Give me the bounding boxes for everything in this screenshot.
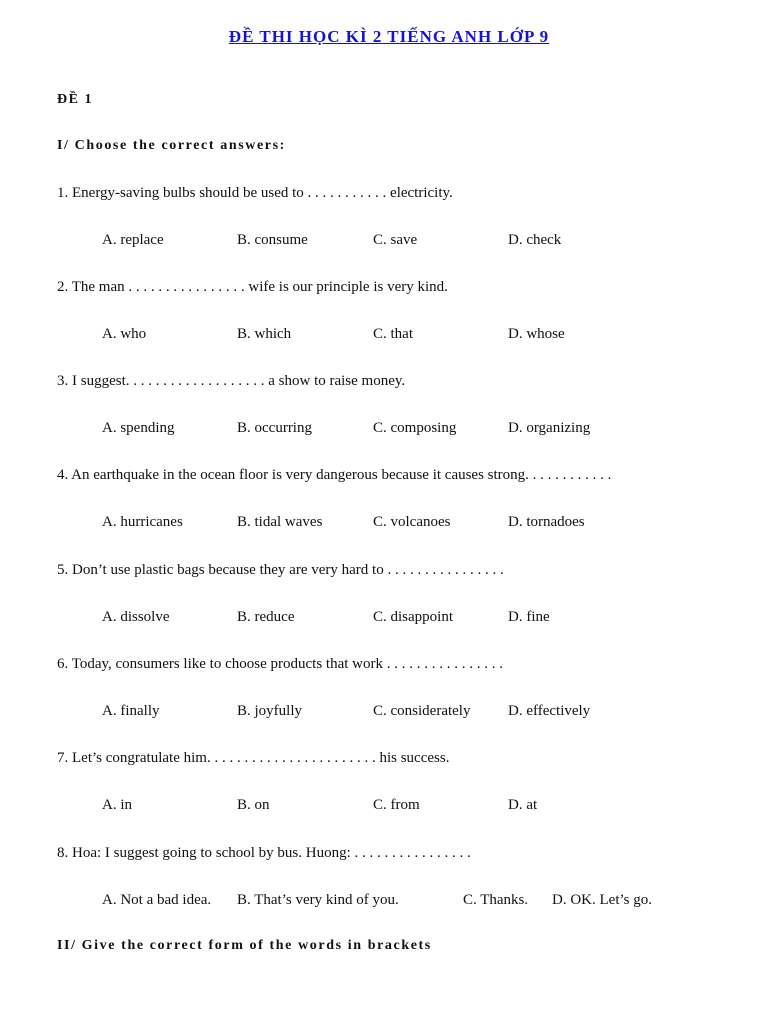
option-c: C. considerately xyxy=(373,703,471,719)
option-c: C. volcanoes xyxy=(373,514,451,530)
option-d: D. fine xyxy=(508,609,550,625)
question-stem: 8. Hoa: I suggest going to school by bus. Huong: . . . . . . . . . . . . . . . . xyxy=(57,845,471,861)
option-c: C. save xyxy=(373,232,418,248)
question-1 xyxy=(0,184,768,250)
option-b: B. which xyxy=(237,326,292,342)
exam-label: ĐỀ 1 xyxy=(57,92,93,107)
option-d: D. organizing xyxy=(508,420,591,436)
question-stem: 2. The man . . . . . . . . . . . . . . . . wife is our principle is very kind. xyxy=(57,279,448,295)
section-2-heading: II/ Give the correct form of the words in brackets xyxy=(57,938,432,953)
option-a: A. dissolve xyxy=(102,609,170,625)
question-7 xyxy=(0,749,768,815)
option-b: B. That’s very kind of you. xyxy=(237,892,399,908)
option-a: A. replace xyxy=(102,232,164,248)
option-a: A. who xyxy=(102,326,147,342)
option-b: B. tidal waves xyxy=(237,514,323,530)
question-3 xyxy=(0,372,768,438)
option-d: D. effectively xyxy=(508,703,591,719)
option-c: C. composing xyxy=(373,420,457,436)
option-c: C. disappoint xyxy=(373,609,454,625)
question-6 xyxy=(0,655,768,721)
option-d: D. whose xyxy=(508,326,565,342)
question-stem: 7. Let’s congratulate him. . . . . . . . . . . . . . . . . . . . . . . his success. xyxy=(57,750,450,766)
option-b: B. occurring xyxy=(237,420,312,436)
question-8 xyxy=(0,844,768,910)
question-stem: 6. Today, consumers like to choose products that work . . . . . . . . . . . . . . . . xyxy=(57,656,503,672)
option-d: D. tornadoes xyxy=(508,514,585,530)
option-d: D. OK. Let’s go. xyxy=(552,892,652,908)
question-stem: 3. I suggest. . . . . . . . . . . . . . . . . . . a show to raise money. xyxy=(57,373,406,389)
option-c: C. from xyxy=(373,797,420,813)
option-d: D. at xyxy=(508,797,538,813)
section-1-heading: I/ Choose the correct answers: xyxy=(57,138,286,153)
option-b: B. on xyxy=(237,797,270,813)
option-c: C. Thanks. xyxy=(463,892,529,908)
option-a: A. in xyxy=(102,797,132,813)
option-a: A. Not a bad idea. xyxy=(102,892,212,908)
document-title-link[interactable]: ĐỀ THI HỌC KÌ 2 TIẾNG ANH LỚP 9 xyxy=(228,27,550,46)
option-b: B. reduce xyxy=(237,609,295,625)
option-a: A. hurricanes xyxy=(102,514,183,530)
option-a: A. spending xyxy=(102,420,175,436)
question-stem: 1. Energy-saving bulbs should be used to . . . . . . . . . . . electricity. xyxy=(57,185,453,201)
question-stem: 5. Don’t use plastic bags because they are very hard to . . . . . . . . . . . . . . . . xyxy=(57,562,504,578)
question-4 xyxy=(0,466,768,532)
question-stem: 4. An earthquake in the ocean floor is very dangerous because it causes strong. . . . . . . . . . . . xyxy=(57,467,612,483)
option-b: B. consume xyxy=(237,232,308,248)
question-2 xyxy=(0,278,768,344)
option-d: D. check xyxy=(508,232,562,248)
question-5 xyxy=(0,561,768,627)
option-b: B. joyfully xyxy=(237,703,303,719)
document-title xyxy=(10,26,768,48)
option-c: C. that xyxy=(373,326,413,342)
option-a: A. finally xyxy=(102,703,160,719)
